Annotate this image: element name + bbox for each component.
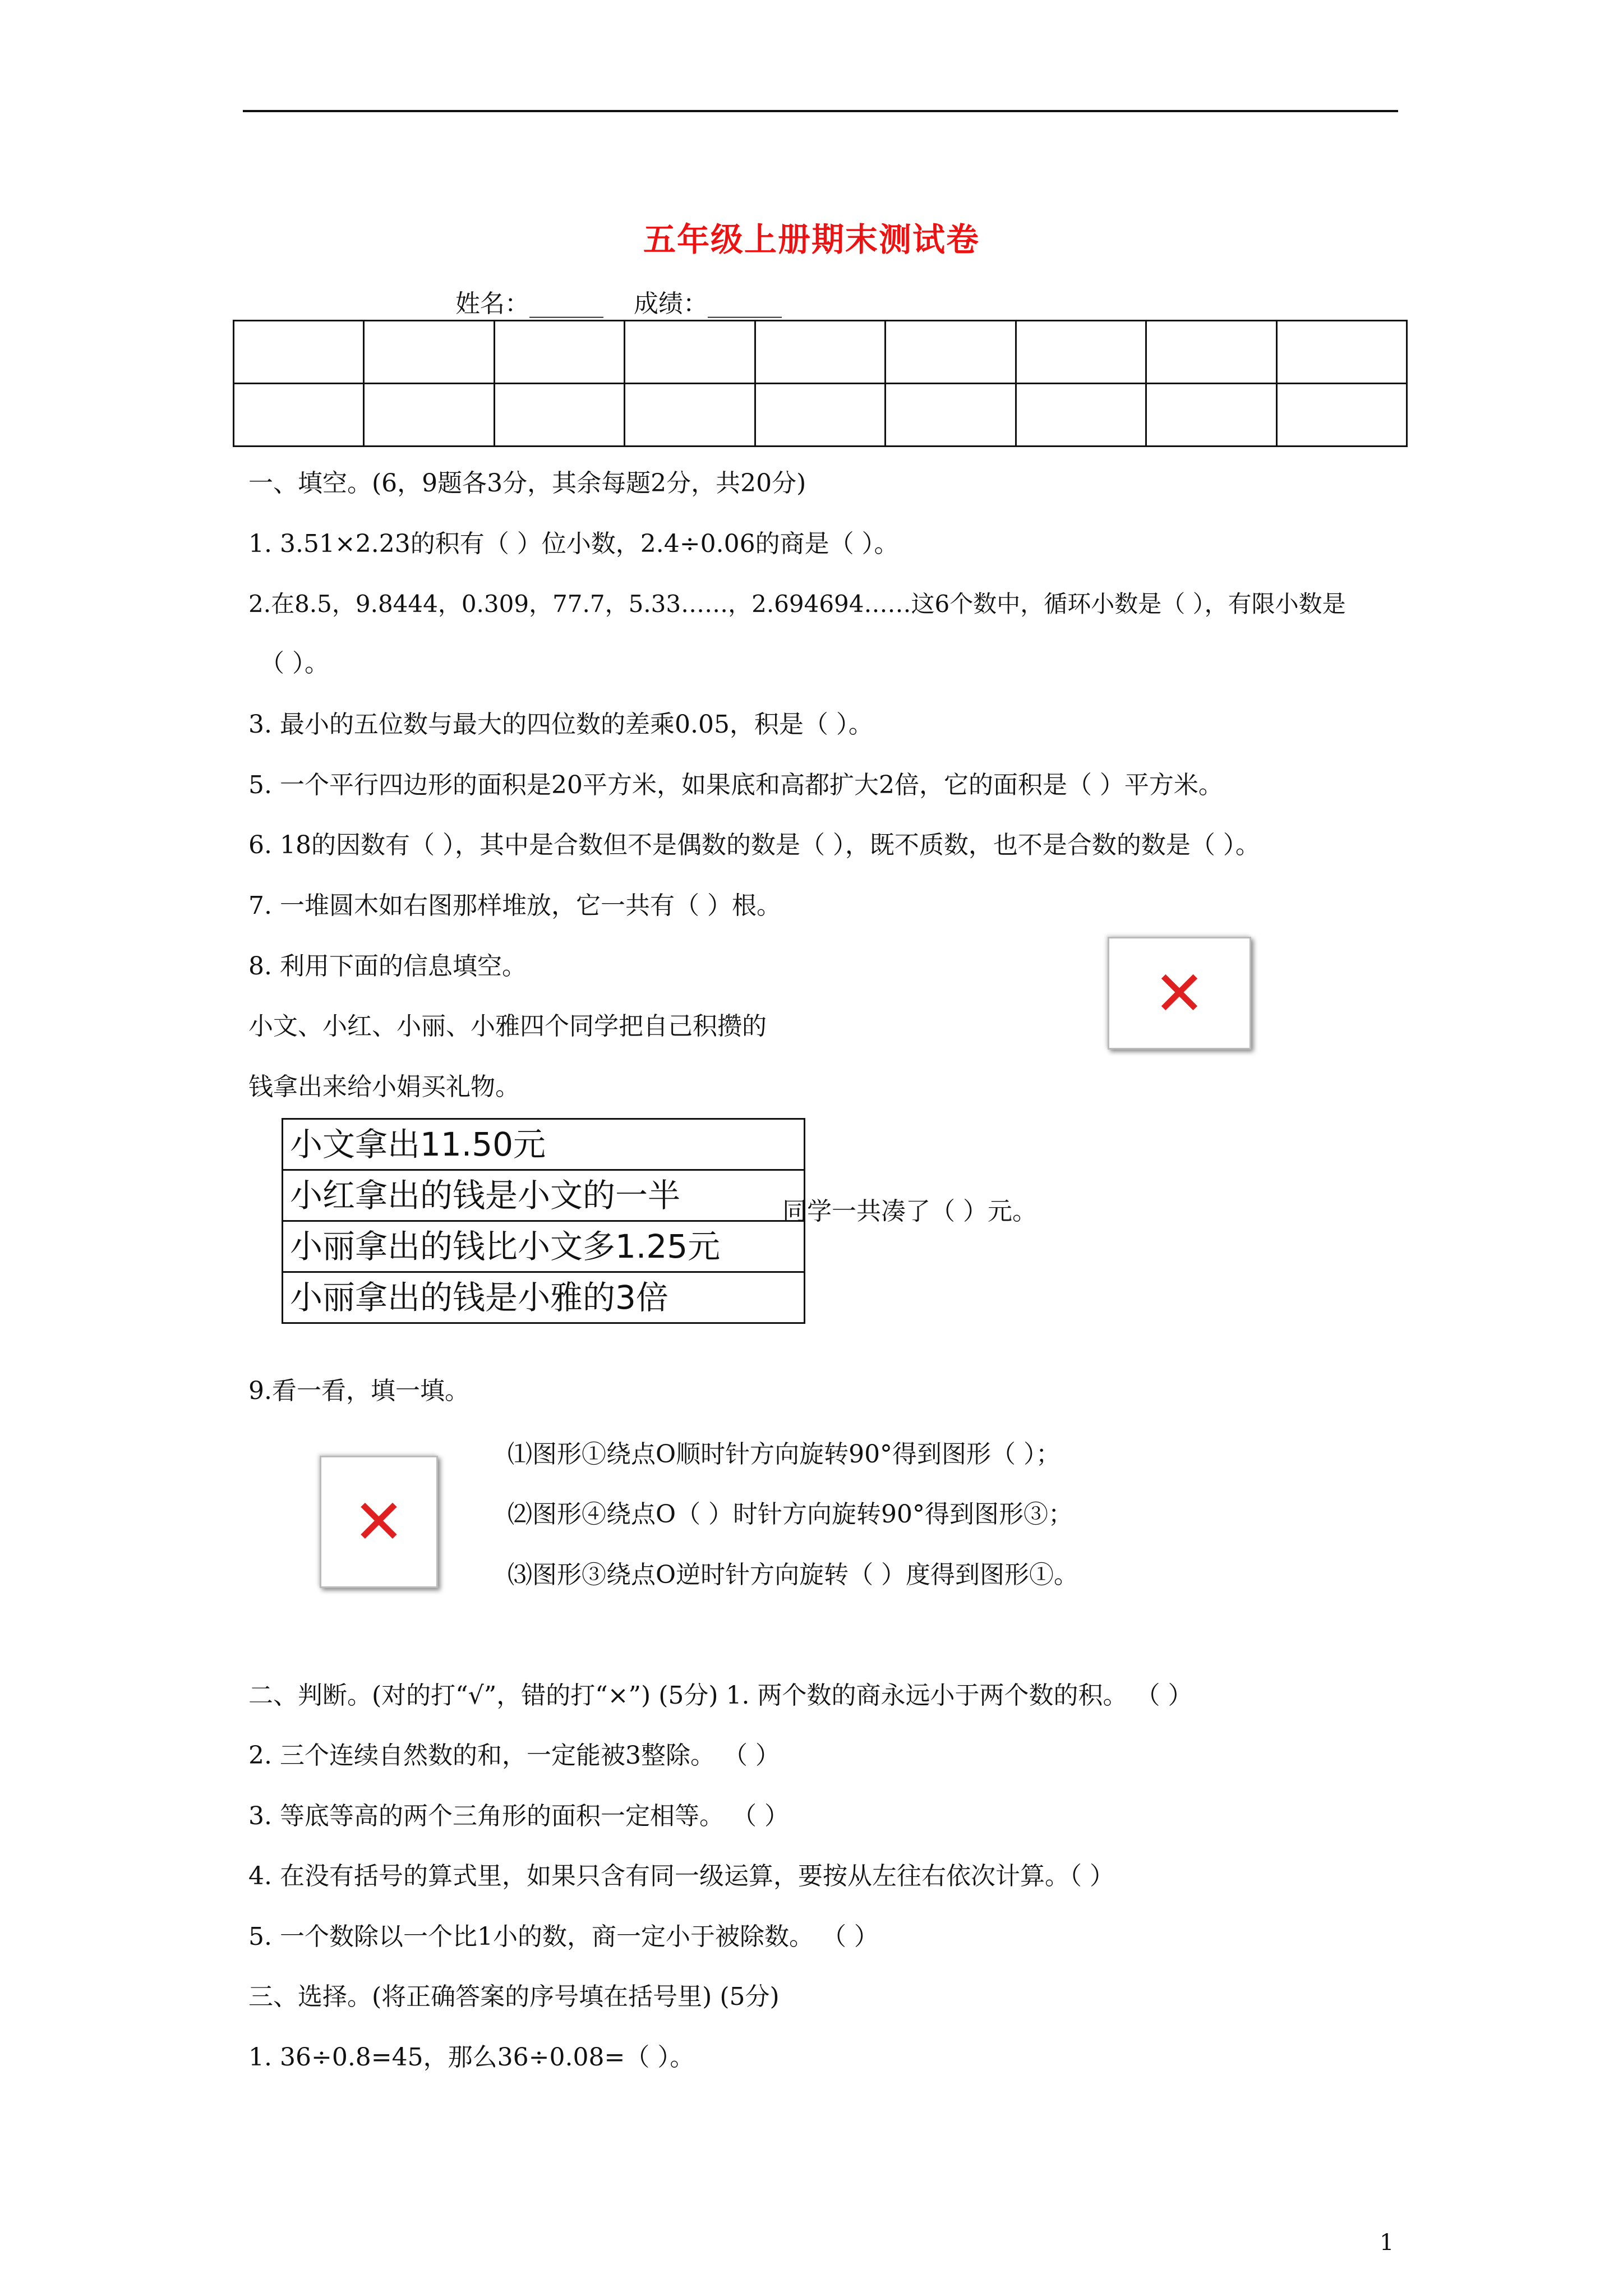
score-table-row bbox=[234, 384, 1407, 447]
table-row bbox=[283, 1221, 805, 1272]
broken-image-icon bbox=[320, 1456, 438, 1588]
score-cell bbox=[755, 321, 885, 384]
section3-heading: 三、选择。(将正确答案的序号填在括号里) (5分) bbox=[248, 1982, 780, 2011]
table-row bbox=[283, 1119, 805, 1170]
score-cell bbox=[364, 321, 494, 384]
score-cell bbox=[886, 321, 1016, 384]
score-table bbox=[233, 320, 1408, 447]
score-table-row bbox=[234, 321, 1407, 384]
question-9-sub: ⑵图形④绕点O（ ）时针方向旋转90°得到图形③； bbox=[508, 1500, 1073, 1529]
score-cell bbox=[234, 321, 364, 384]
question-9-sub: ⑴图形①绕点O顺时针方向旋转90°得到图形（ ）； bbox=[508, 1440, 1061, 1469]
score-cell bbox=[1276, 321, 1407, 384]
header-rule bbox=[243, 110, 1398, 112]
table-cell: 小丽拿出的钱比小文多1.25元 bbox=[283, 1221, 805, 1272]
choice-1: 1. 36÷0.8=45，那么36÷0.08=（ ）。 bbox=[248, 2043, 695, 2072]
table-cell: 小丽拿出的钱是小雅的3倍 bbox=[283, 1272, 805, 1323]
section2-heading: 二、判断。(对的打“√”，错的打“×”) (5分) 1. 两个数的商永远小于两个数的积。 （ ） bbox=[248, 1681, 1193, 1710]
score-cell bbox=[625, 321, 755, 384]
section1-heading: 一、填空。(6，9题各3分，其余每题2分，共20分) bbox=[248, 469, 806, 498]
question-9: 9.看一看，填一填。 bbox=[248, 1377, 469, 1405]
table-cell: 小红拿出的钱是小文的一半 bbox=[283, 1170, 805, 1221]
table-row bbox=[283, 1170, 805, 1221]
question-7: 7. 一堆圆木如右图那样堆放，它一共有（ ）根。 bbox=[248, 891, 781, 920]
score-cell bbox=[494, 321, 624, 384]
close-icon: ✕ bbox=[353, 1486, 405, 1558]
score-cell bbox=[1146, 321, 1276, 384]
score-field: 成绩：______ bbox=[634, 289, 782, 318]
score-cell bbox=[755, 384, 885, 447]
question-2-continued: （ ）。 bbox=[260, 649, 329, 678]
judge-5: 5. 一个数除以一个比1小的数，商一定小于被除数。 （ ） bbox=[248, 1922, 879, 1951]
judge-4: 4. 在没有括号的算式里，如果只含有同一级运算，要按从左往右依次计算。（ ） bbox=[248, 1862, 1114, 1890]
judge-3: 3. 等底等高的两个三角形的面积一定相等。 （ ） bbox=[248, 1802, 789, 1830]
question-2: 2.在8.5，9.8444，0.309，77.7，5.33……，2.694694……这6个数中，循环小数是（ ），有限小数是 bbox=[248, 590, 1346, 618]
question-8-text: 小文、小红、小丽、小雅四个同学把自己积攒的 bbox=[248, 1012, 767, 1041]
score-cell bbox=[234, 384, 364, 447]
judge-2: 2. 三个连续自然数的和，一定能被3整除。 （ ） bbox=[248, 1741, 780, 1770]
score-cell bbox=[1276, 384, 1407, 447]
score-cell bbox=[494, 384, 624, 447]
close-icon: ✕ bbox=[1153, 957, 1206, 1029]
score-cell bbox=[625, 384, 755, 447]
table-cell: 小文拿出11.50元 bbox=[283, 1119, 805, 1170]
question-6: 6. 18的因数有（ ），其中是合数但不是偶数的数是（ ），既不质数，也不是合数的数是（ ）。 bbox=[248, 831, 1260, 859]
question-5: 5. 一个平行四边形的面积是20平方米，如果底和高都扩大2倍，它的面积是（ ）平方米。 bbox=[248, 771, 1223, 799]
question-1: 1. 3.51×2.23的积有（ ）位小数，2.4÷0.06的商是（ ）。 bbox=[248, 530, 899, 558]
question-9-sub: ⑶图形③绕点O逆时针方向旋转（ ）度得到图形①。 bbox=[508, 1561, 1079, 1589]
score-cell bbox=[1016, 384, 1146, 447]
score-cell bbox=[886, 384, 1016, 447]
score-cell bbox=[364, 384, 494, 447]
question-8-text: 钱拿出来给小娟买礼物。 bbox=[248, 1073, 520, 1101]
question-8-tail: 同学一共凑了（ ）元。 bbox=[782, 1197, 1037, 1226]
score-cell bbox=[1146, 384, 1276, 447]
score-cell bbox=[1016, 321, 1146, 384]
question-8: 8. 利用下面的信息填空。 bbox=[248, 952, 527, 981]
page-number: 1 bbox=[1380, 2230, 1394, 2256]
page-title: 五年级上册期末测试卷 bbox=[643, 220, 980, 259]
table-row bbox=[283, 1272, 805, 1323]
broken-image-icon bbox=[1108, 937, 1251, 1050]
name-field: 姓名：______ bbox=[455, 289, 603, 318]
question-3: 3. 最小的五位数与最大的四位数的差乘0.05，积是（ ）。 bbox=[248, 710, 873, 739]
info-table bbox=[282, 1118, 805, 1324]
